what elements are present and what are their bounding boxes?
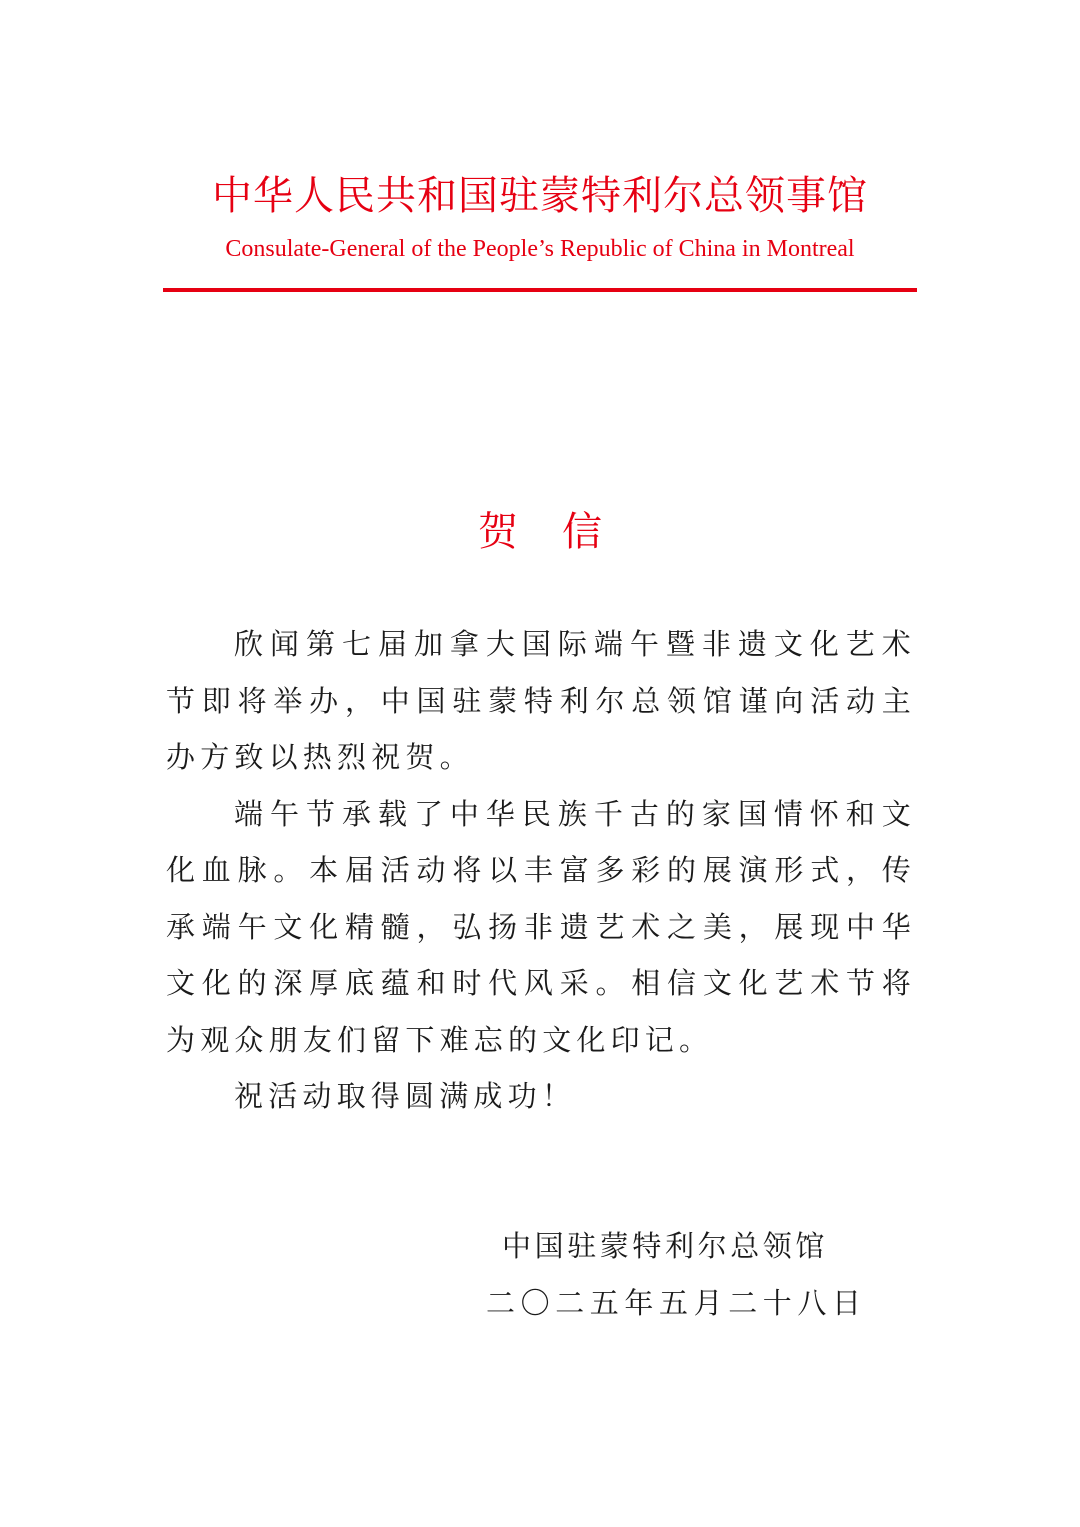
letter-paragraph: 端午节承载了中华民族千古的家国情怀和文化血脉。本届活动将以丰富多彩的展演形式，传承端午文化精髓，弘扬非遗艺术之美，展现中华文化的深厚底蕴和时代风采。相信文化艺术节将为观众朋友们留下难忘的文化印记。	[166, 796, 916, 1057]
letter-title-char-2: 信	[562, 509, 602, 555]
letter-body	[166, 616, 916, 1125]
letterhead-divider	[163, 288, 917, 292]
signature-date: 二〇二五年五月二十八日	[486, 1286, 867, 1320]
letter-title-char-1: 贺	[478, 509, 518, 555]
letter-paragraph: 祝活动取得圆满成功！	[234, 1079, 577, 1113]
signature-org: 中国驻蒙特利尔总领馆	[502, 1229, 829, 1263]
letter-paragraph: 欣闻第七届加拿大国际端午暨非遗文化艺术节即将举办，中国驻蒙特利尔总领馆谨向活动主办方致以热烈祝贺。	[166, 627, 916, 774]
letter-title	[0, 508, 1080, 556]
letterhead-org-name-cn: 中华人民共和国驻蒙特利尔总领事馆	[212, 173, 868, 219]
letterhead-org-name-en: Consulate-General of the People’s Republic of China in Montreal	[225, 236, 855, 262]
